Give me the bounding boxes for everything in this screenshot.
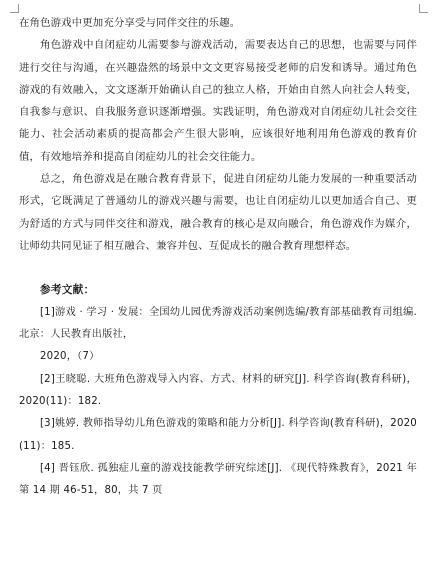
page-corner-mark-left — [10, 4, 19, 13]
page-corner-mark-right — [419, 4, 428, 13]
paragraph-spacer — [19, 257, 417, 279]
reference-item: [2]王晓聪. 大班角色游戏导入内容、方式、材料的研究[J]. 科学咨询(教育科研)，2020(11)：182. — [19, 373, 417, 407]
body-paragraph: 总之，角色游戏是在融合教育背景下，促进自闭症幼儿能力发展的一种重要活动形式，它既满足了普通幼儿的游戏兴趣与需要，也让自闭症幼儿以更加适合自己、更为舒适的方式与同伴交往和游戏，融合教育的核心是双向融合，角色游戏作为媒介，让师幼共同见证了相互融合、兼容并包、互促成长的融合教育理想样态。 — [19, 173, 417, 252]
references-heading: 参考文献： — [40, 284, 95, 297]
body-paragraph: 在角色游戏中更加充分享受与同伴交往的乐趣。 — [19, 17, 241, 29]
document-page — [19, 12, 417, 502]
reference-item: [4] 晋钰欣. 孤独症儿童的游戏技能教学研究综述[J]. 《现代特殊教育》，2021 年第 14 期 46-51，80，共 7 页 — [19, 462, 417, 497]
reference-continuation: 2020，（7） — [40, 351, 100, 363]
reference-item: [1]游戏 · 学习 · 发展：全国幼儿园优秀游戏活动案例选编/教育部基础教育司组编. 北京：人民教育出版社， — [19, 306, 417, 341]
reference-item: [3]姚婷. 教师指导幼儿角色游戏的策略和能力分析[J]. 科学咨询(教育科研)，2020(11)：185. — [19, 418, 417, 452]
references-list — [19, 302, 417, 503]
body-paragraph: 角色游戏中自闭症幼儿需要参与游戏活动，需要表达自己的思想，也需要与同伴进行交往与沟通，在兴趣盎然的场景中文文更容易接受老师的启发和诱导。通过角色游戏的有效融入，文文逐渐开始确认自己的独立人格，开始由自然人向社会人转变，自我参与意识、自我服务意识逐渐增强。实践证明，角色游戏对自闭症幼儿社会交往能力、社会活动素质的提高都会产生很大影响，应该很好地利用角色游戏的教育价值，有效地培养和提高自闭症幼儿的社会交往能力。 — [19, 39, 417, 163]
